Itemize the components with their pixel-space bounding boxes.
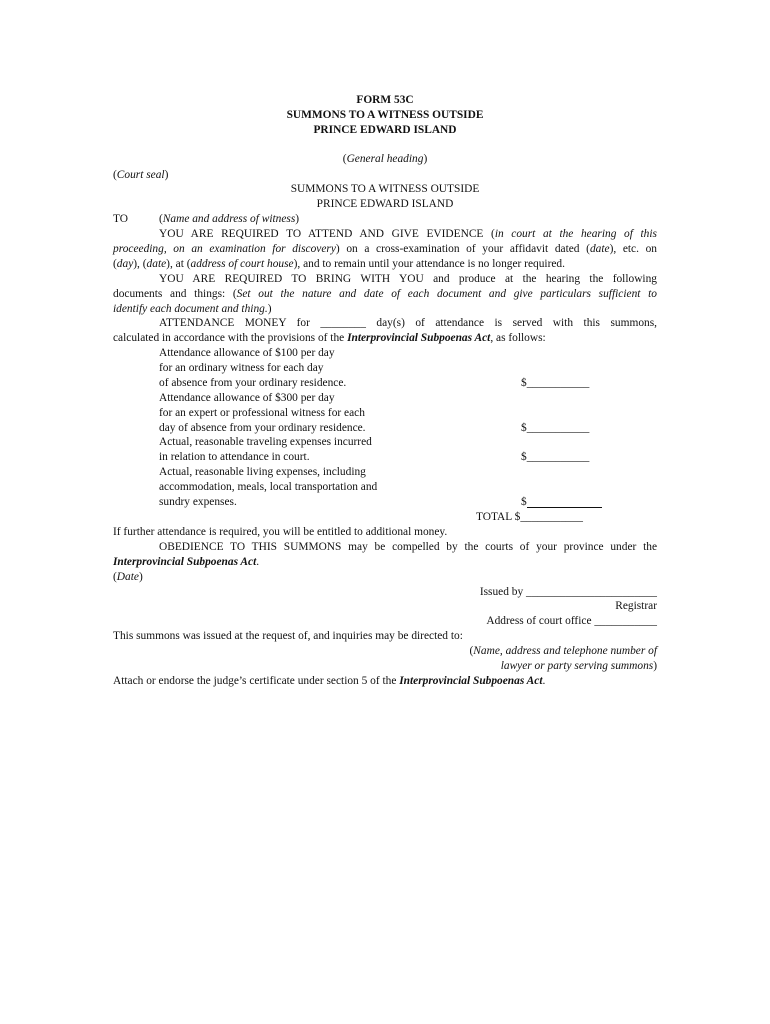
allowance-line: for an expert or professional witness for each xyxy=(159,407,365,419)
general-heading: (General heading) xyxy=(342,153,428,165)
form-title-line1: SUMMONS TO A WITNESS OUTSIDE xyxy=(286,109,484,121)
total-amount-field[interactable]: TOTAL $___________ xyxy=(476,511,583,523)
obedience-line2: Interprovincial Subpoenas Act. xyxy=(113,556,260,568)
court-seal: (Court seal) xyxy=(113,169,169,181)
bring-paragraph-line3: identify each document and thing.) xyxy=(113,303,272,315)
attend-paragraph-line2: proceeding, on an examination for discovery) on a cross-examination of your affidavit dated (date), etc. on xyxy=(113,243,657,255)
ordinary-witness-amount-field[interactable]: $___________ xyxy=(521,377,590,389)
further-attendance-note: If further attendance is required, you will be entitled to additional money. xyxy=(113,526,448,538)
body-title-line2: PRINCE EDWARD ISLAND xyxy=(316,198,454,210)
date-field[interactable]: (Date) xyxy=(113,571,143,583)
allowance-line: Actual, reasonable traveling expenses incurred xyxy=(159,436,372,448)
living-expenses-amount-field[interactable]: $ xyxy=(521,496,527,508)
attend-paragraph-line3: (day), (date), at (address of court house), and to remain until your attendance is no longer required. xyxy=(113,258,565,270)
lawyer-info-line2: lawyer or party serving summons) xyxy=(500,660,657,672)
bring-paragraph-line1: YOU ARE REQUIRED TO BRING WITH YOU and produce at the hearing the following xyxy=(159,273,657,285)
travel-expenses-amount-field[interactable]: $___________ xyxy=(521,451,590,463)
lawyer-info-line1: (Name, address and telephone number of xyxy=(469,645,657,657)
allowance-line: accommodation, meals, local transportation and xyxy=(159,481,378,493)
form-title-line2: PRINCE EDWARD ISLAND xyxy=(313,124,457,136)
subtotal-rule xyxy=(527,507,602,508)
attendance-money-line1: ATTENDANCE MONEY for ________ day(s) of attendance is served with this summons, xyxy=(159,317,657,329)
issued-request-note: This summons was issued at the request of, and inquiries may be directed to: xyxy=(113,630,463,642)
form-number: FORM 53C xyxy=(356,94,414,106)
allowance-line: day of absence from your ordinary residence. xyxy=(159,422,366,434)
witness-name-field: (Name and address of witness) xyxy=(159,213,300,225)
allowance-line: Actual, reasonable living expenses, including xyxy=(159,466,366,478)
allowance-line: sundry expenses. xyxy=(159,496,237,508)
court-office-address-field[interactable]: Address of court office ___________ xyxy=(486,615,657,627)
allowance-line: for an ordinary witness for each day xyxy=(159,362,324,374)
bring-paragraph-line2: documents and things: (Set out the nature and date of each document and give particulars sufficient to xyxy=(113,288,657,300)
issued-by-field[interactable]: Issued by _______________________ xyxy=(479,586,657,598)
expert-witness-amount-field[interactable]: $___________ xyxy=(521,422,590,434)
allowance-line: Attendance allowance of $300 per day xyxy=(159,392,335,404)
attendance-money-line2: calculated in accordance with the provisions of the Interprovincial Subpoenas Act, as follows: xyxy=(113,332,546,344)
to-label: TO xyxy=(113,213,128,225)
attach-certificate-note: Attach or endorse the judge’s certificate under section 5 of the Interprovincial Subpoenas Act. xyxy=(113,675,546,687)
allowance-line: of absence from your ordinary residence. xyxy=(159,377,347,389)
obedience-line1: OBEDIENCE TO THIS SUMMONS may be compelled by the courts of your province under the xyxy=(159,541,657,553)
allowance-line: Attendance allowance of $100 per day xyxy=(159,347,335,359)
body-title-line1: SUMMONS TO A WITNESS OUTSIDE xyxy=(290,183,480,195)
attend-paragraph-line1: YOU ARE REQUIRED TO ATTEND AND GIVE EVIDENCE (in court at the hearing of this xyxy=(159,228,657,240)
registrar-label: Registrar xyxy=(615,600,657,612)
allowance-line: in relation to attendance in court. xyxy=(159,451,310,463)
